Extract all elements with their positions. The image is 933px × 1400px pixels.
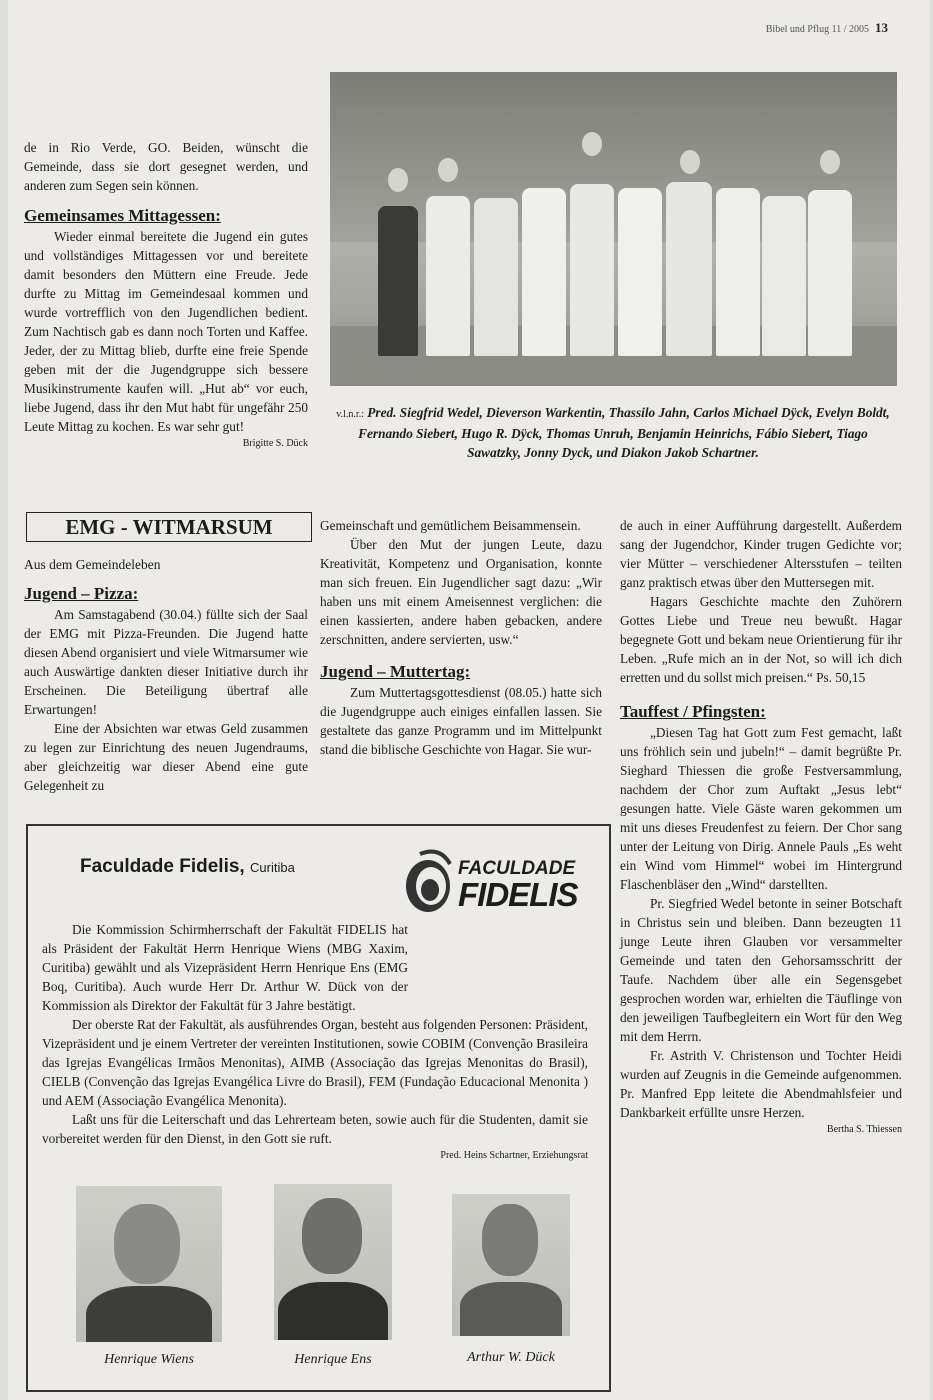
column-1 bbox=[24, 555, 308, 795]
portrait-face bbox=[482, 1204, 538, 1276]
heading-pizza: Jugend – Pizza: bbox=[24, 584, 139, 603]
photo-caption bbox=[333, 403, 893, 462]
caption-prefix: v.l.n.r.: bbox=[336, 409, 364, 420]
notice-title-city: Curitiba bbox=[250, 860, 295, 875]
col2-paragraph-1: Gemeinschaft und gemütlichem Beisammensein. bbox=[320, 518, 581, 533]
left-top-column bbox=[24, 138, 308, 453]
name-ens: Henrique Ens bbox=[294, 1352, 372, 1367]
person-head bbox=[582, 132, 602, 156]
magazine-page bbox=[8, 0, 930, 1400]
subheading-gemeindeleben: Aus dem Gemeindeleben bbox=[24, 557, 161, 572]
person bbox=[666, 182, 712, 356]
person-head bbox=[820, 150, 840, 174]
column-3 bbox=[620, 516, 902, 1139]
signature-heins: Pred. Heins Schartner, Erziehungsrat bbox=[440, 1150, 588, 1161]
journal-title: Bibel und Pflug 11 / 2005 bbox=[765, 24, 869, 35]
name-wiens: Henrique Wiens bbox=[104, 1352, 194, 1367]
tauffest-paragraph-1: „Diesen Tag hat Gott zum Fest gemacht, laßt uns fröhlich sein und jubeln!“ – damit begrüßte Pr. Sieghard Thiessen die große Festversammlung, nachdem der Chor zum Auftakt „Jesus lebt“ gesungen hatte. Viele Gäste waren gekommen um mit uns dieses Freudenfest zu feiern. Der Chor sang unter der Leitung von Dirig. Annele Pauls „Es weht ein Wind vom Himmel“ wobei im Hintergrund Flaschenbläser den „Wind“ darstellten. bbox=[620, 725, 902, 892]
portrait-shoulders bbox=[86, 1286, 212, 1342]
logo-text-faculdade: FACULDADE bbox=[458, 858, 576, 879]
person bbox=[474, 198, 518, 356]
notice-paragraph-2: Der oberste Rat der Fakultät, als ausführendes Organ, besteht aus folgenden Personen: Präsident, Vizepräsident und je einem Vertreter der vereinten Institutionen, sowie COBIM (Convenção Brasileira das Igrejas Evangélicas Irmãos Menonitas), AIMB (Associação das Igrejas Menonitas do Brasil), CIELB (Convenção das Igrejas Evangélica Livre do Brasil), FEM (Fundação Educacional Menonita ) und AEM (Associação Evangélica Menonita). bbox=[42, 1017, 588, 1108]
col3-paragraph-2: Hagars Geschichte machte den Zuhörern Gottes Liebe und Treue neu bewußt. Hagar begegnete Gott und bekam neue Orientierung für ihr Leben. „Rufe mich an in der Not, so will ich dich erretten und du sollst mich preisen.“ Ps. 50,15 bbox=[620, 594, 902, 685]
portrait-face bbox=[114, 1204, 180, 1284]
mittagessen-paragraph: Wieder einmal bereitete die Jugend ein gutes und vollständiges Mittagessen vor und bereitete damit besonders den Müttern eine Freude. Jede durfte zu Mittag im Gemeindesaal kommen und wurde vortrefflich von den Jugendlichen bedient. Zum Nachtisch gab es dann noch Torten und Kaffee. Jeder, der zu Mittag blieb, durfte eine freie Spende geben mit der die Jugendgruppe sich bessere Musikinstrumente kaufen will. „Hut ab“ vor euch, liebe Jugend, dass ihr den Mut habt für ungefähr 250 Leute Mittag zu kochen. Es war sehr gut! bbox=[24, 229, 308, 434]
portrait-shoulders bbox=[278, 1282, 388, 1340]
tauffest-paragraph-2: Pr. Siegfried Wedel betonte in seiner Botschaft in Christus sein und bleiben. Dann bezeugten 11 junge Leute ihren Glauben vor versammelter Gemeinde und taten den Gehorsamsschritt der Taufe. Nachdem über alle ein Segensgebet gesprochen worden war, erhielten die Täuflinge von den jeweiligen Taufbegleitern ein Wort für den Weg mit dem Herrn. bbox=[620, 896, 902, 1044]
portrait-face bbox=[302, 1198, 362, 1274]
person bbox=[716, 188, 760, 356]
heading-muttertag: Jugend – Muttertag: bbox=[320, 662, 471, 681]
person bbox=[426, 196, 470, 356]
muttertag-paragraph: Zum Muttertagsgottesdienst (08.05.) hatte sich die Jugendgruppe auch einiges einfallen lassen. Sie gestaltete das ganze Programm und im Mittelpunkt stand die biblische Geschichte von Hagar. Sie wur- bbox=[320, 685, 602, 757]
name-dueck: Arthur W. Dück bbox=[467, 1350, 555, 1365]
intro-paragraph: de in Rio Verde, GO. Beiden, wünscht die Gemeinde, dass sie dort gesegnet werden, und anderen zum Segen sein können. bbox=[24, 140, 308, 193]
pizza-paragraph-1: Am Samstagabend (30.04.) füllte sich der Saal der EMG mit Pizza-Freunden. Die Jugend hatte diesen Abend organisiert und viele Witmarsumer wie auch Auswärtige dankten dieser Initiative durch ihr Erscheinen. Die Beteiligung übertraf alle Erwartungen! bbox=[24, 607, 308, 717]
person-head bbox=[388, 168, 408, 192]
signature-bertha: Bertha S. Thiessen bbox=[826, 1124, 902, 1135]
portrait-wiens bbox=[76, 1186, 222, 1342]
notice-paragraph-3: Laßt uns für die Leiterschaft und das Lehrerteam beten, sowie auch für die Studenten, damit sie vorbereitet werden für den Dienst, in den Gott sie ruft. bbox=[42, 1112, 588, 1146]
person bbox=[762, 196, 806, 356]
person-head bbox=[680, 150, 700, 174]
portrait-dueck bbox=[452, 1194, 570, 1336]
person bbox=[570, 184, 614, 356]
page-number: 13 bbox=[875, 20, 888, 35]
portrait-ens bbox=[274, 1184, 392, 1340]
page-header bbox=[766, 20, 888, 36]
notice-body bbox=[42, 920, 588, 1165]
column-2 bbox=[320, 516, 602, 759]
col2-paragraph-2: Über den Mut der jungen Leute, dazu Kreativität, Kompetenz und Organisation, konnte man sich freuen. Ein Jugendlicher sagt dazu: „Wir haben uns mit einem Ameisennest verglichen: die einen kassierten, andere haben gebacken, andere zerschnitten, andere servierten, usw.“ bbox=[320, 537, 602, 647]
heading-mittagessen: Gemeinsames Mittagessen: bbox=[24, 206, 221, 225]
person bbox=[808, 190, 852, 356]
section-title-box: EMG - WITMARSUM bbox=[26, 512, 312, 542]
person-suit bbox=[378, 206, 418, 356]
col3-paragraph-1: de auch in einer Aufführung dargestellt. Außerdem sang der Jugendchor, Kinder trugen Gedichte vor; vier Mütter – verschiedener Altersstufen – teilten ganz praktisch etwas über den Muttersegen mit. bbox=[620, 518, 902, 590]
person bbox=[522, 188, 566, 356]
logo-text-fidelis: FIDELIS bbox=[458, 876, 578, 913]
caption-names: Pred. Siegfrid Wedel, Dieverson Warkentin, Thassilo Jahn, Carlos Michael Dÿck, Evelyn Boldt, Fernando Siebert, Hugo R. Dÿck, Thomas Unruh, Benjamin Heinrichs, Fábio Siebert, Tiago Sawatzky, Jonny Dyck, und Diakon Jakob Schartner. bbox=[358, 405, 890, 460]
fidelis-emblem-icon bbox=[400, 846, 456, 916]
tauffest-paragraph-3: Fr. Astrith V. Christenson und Tochter Heidi wurden auf Zeugnis in die Gemeinde aufgenommen. Pr. Manfred Epp leitete die Abendmahlsfeier und Dankbarkeit erfüllte unsre Herzen. bbox=[620, 1048, 902, 1120]
fidelis-notice-box bbox=[26, 824, 611, 1392]
notice-title-main: Faculdade Fidelis, bbox=[80, 856, 245, 877]
heading-tauffest: Tauffest / Pfingsten: bbox=[620, 702, 766, 721]
portrait-shoulders bbox=[460, 1282, 562, 1336]
signature-brigitte: Brigitte S. Dück bbox=[242, 438, 308, 449]
fidelis-logo bbox=[400, 846, 590, 924]
notice-paragraph-1: Die Kommission Schirmherrschaft der Fakultät FIDELIS hat als Präsident der Fakultät Herrn Henrique Wiens (MBG Xaxim, Curitiba) gewählt und als Vizepräsident Herrn Henrique Ens (EMG Boq, Curitiba). Auch wurde Herr Dr. Arthur W. Dück von der Kommission als Direktor der Fakultät für 3 Jahre bestätigt. bbox=[42, 922, 408, 1013]
pizza-paragraph-2: Eine der Absichten war etwas Geld zusammen zu legen zur Einrichtung des neuen Jugendraums, aber gleichzeitig war dieser Abend eine gute Gelegenheit zu bbox=[24, 721, 308, 793]
person bbox=[618, 188, 662, 356]
person-head bbox=[438, 158, 458, 182]
notice-title bbox=[80, 856, 295, 878]
group-photo bbox=[330, 72, 897, 386]
